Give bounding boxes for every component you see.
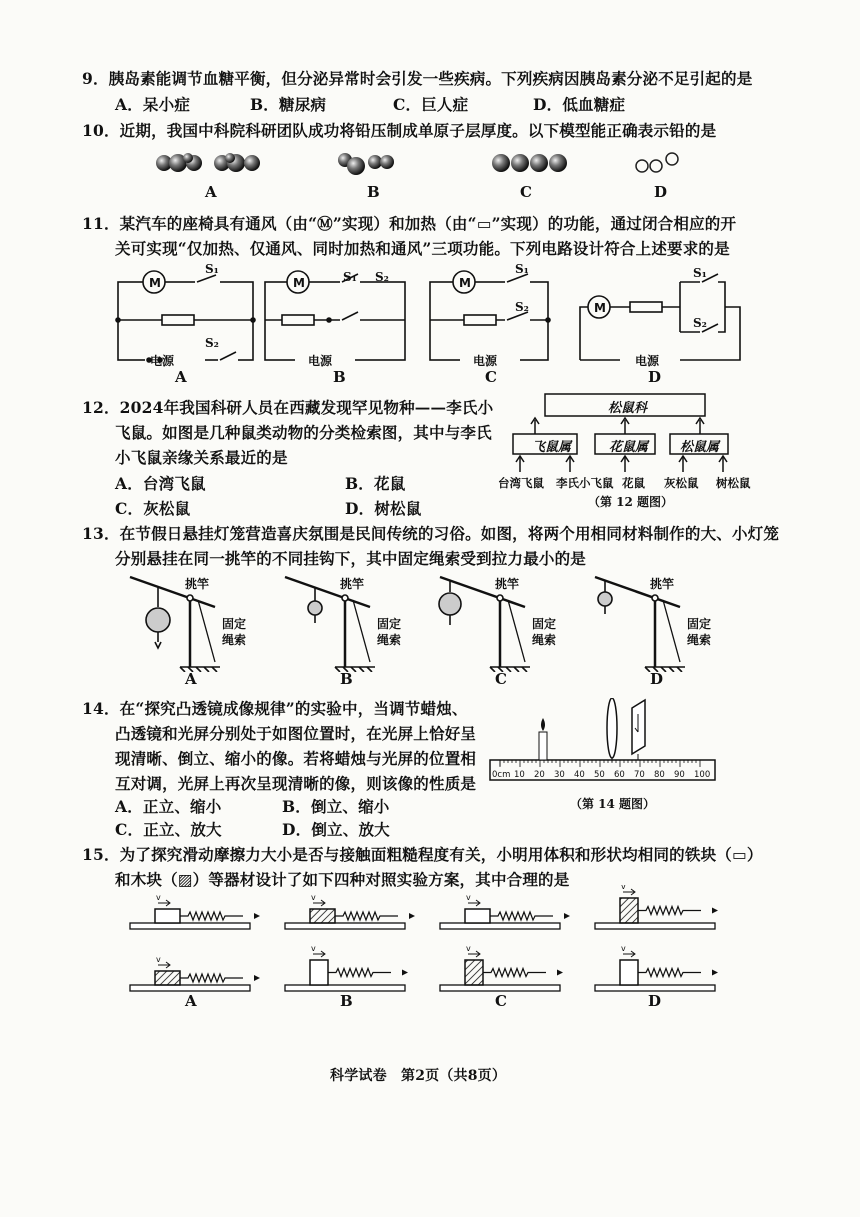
q14-option-d: D．倒立、放大 xyxy=(282,820,390,839)
q13-label-c: C xyxy=(495,670,507,688)
q12-genus-2: 花鼠属 xyxy=(609,440,649,455)
q11-label-c: C xyxy=(485,368,497,386)
q13-rope-label-c2: 绳索 xyxy=(532,633,557,647)
svg-text:v: v xyxy=(621,885,626,891)
q11-label-b: B xyxy=(333,368,346,386)
q11-s1-a: S₁ xyxy=(205,262,219,276)
svg-text:M: M xyxy=(149,276,161,290)
q11-s2-d: S₂ xyxy=(693,316,707,330)
q13-pole-label-a: 挑竿 xyxy=(185,577,210,591)
q12-species-2: 李氏小飞鼠 xyxy=(556,476,614,490)
q14-candle xyxy=(539,718,547,760)
q12-species-4: 灰松鼠 xyxy=(664,476,699,490)
q14-stem-3: 现清晰、倒立、缩小的像。若将蜡烛与光屏的位置相 xyxy=(115,749,477,768)
q11-s2-a: S₂ xyxy=(205,336,219,350)
q15-setup-d-1 xyxy=(595,885,718,929)
q14-caption: （第 14 题图） xyxy=(570,797,656,811)
q13-rope-label-a2: 绳索 xyxy=(222,633,247,647)
q9-option-b: B．糖尿病 xyxy=(250,95,327,114)
q13-rope-label-b1: 固定 xyxy=(377,617,402,631)
svg-text:M: M xyxy=(459,276,471,290)
q13-pole-label-b: 挑竿 xyxy=(340,577,365,591)
q12-family-label: 松鼠科 xyxy=(608,401,648,416)
q15-stem-1: 15．为了探究滑动摩擦力大小是否与接触面粗糙程度有关，小明用体积和形状均相同的铁块（▭） xyxy=(82,845,763,864)
q12-genus-3: 松鼠属 xyxy=(680,440,720,455)
q13-pole-label-d: 挑竿 xyxy=(650,577,675,591)
q11-s2-c: S₂ xyxy=(515,300,529,314)
q12-option-b: B．花鼠 xyxy=(345,474,406,493)
q10-model-d xyxy=(636,153,678,172)
ruler-tick-label: 50 xyxy=(594,770,605,780)
q11-stem-2: 关可实现“仅加热、仅通风、同时加热和通风”三项功能。下列电路设计符合上述要求的是 xyxy=(115,239,730,258)
q11-label-d: D xyxy=(648,368,662,386)
svg-text:v: v xyxy=(156,955,161,964)
q14-option-c: C．正立、放大 xyxy=(115,820,222,839)
q11-circuit-c xyxy=(430,271,550,360)
q12-stem-3: 小飞鼠亲缘关系最近的是 xyxy=(115,448,288,467)
q13-rope-label-d1: 固定 xyxy=(687,617,712,631)
q10-label-d: D xyxy=(654,183,668,201)
q12-species-1: 台湾飞鼠 xyxy=(498,476,544,490)
q12-genus-1: 飞鼠属 xyxy=(532,440,572,455)
q12-caption: （第 12 题图） xyxy=(588,495,674,509)
ruler-tick-label: 20 xyxy=(534,770,545,780)
q9-option-a: A．呆小症 xyxy=(115,95,191,114)
q15-label-d: D xyxy=(648,992,662,1010)
q14-ruler-ticks xyxy=(492,760,710,780)
q11-power-label-c: 电源 xyxy=(473,354,498,368)
q11-stem-1: 11．某汽车的座椅具有通风（由“Ⓜ”实现）和加热（由“▭”实现）的功能，通过闭合相应的开 xyxy=(82,214,737,233)
ruler-tick-label: 0cm xyxy=(492,770,511,780)
q13-label-d: D xyxy=(650,670,664,688)
q10-atom-models xyxy=(150,148,710,208)
q12-option-d: D．树松鼠 xyxy=(345,499,422,518)
ruler-tick-label: 40 xyxy=(574,770,585,780)
q10-model-c xyxy=(492,154,567,172)
q15-setup-d-2 xyxy=(595,944,718,991)
q11-power-label-d: 电源 xyxy=(635,354,660,368)
q11-circuit-d xyxy=(580,274,740,360)
q10-stem: 10．近期，我国中科院科研团队成功将铅压制成单原子层厚度。以下模型能正确表示铅的是 xyxy=(82,121,717,140)
page-footer: 科学试卷 第2页（共8页） xyxy=(330,1068,507,1084)
svg-text:v: v xyxy=(311,893,316,902)
q12-stem-2: 飞鼠。如图是几种鼠类动物的分类检索图，其中与李氏 xyxy=(115,423,492,442)
q11-power-label-b: 电源 xyxy=(308,354,333,368)
q11-s1-d: S₁ xyxy=(693,266,707,280)
q15-setups xyxy=(130,885,718,991)
q13-stem-2: 分别悬挂在同一挑竿的不同挂钩下，其中固定绳索受到拉力最小的是 xyxy=(115,549,587,568)
q15-label-b: B xyxy=(340,992,353,1010)
q11-s2-b: S₂ xyxy=(375,270,389,284)
svg-text:v: v xyxy=(466,944,471,953)
q15-stem-2: 和木块（▨）等器材设计了如下四种对照实验方案，其中合理的是 xyxy=(115,870,570,889)
q14-screen xyxy=(632,700,645,760)
q13-rope-label-d2: 绳索 xyxy=(687,633,712,647)
q15-friction-setups xyxy=(125,885,755,1005)
q15-label-a: A xyxy=(185,992,197,1010)
q13-rope-label-a1: 固定 xyxy=(222,617,247,631)
q14-optical-bench xyxy=(485,698,725,788)
q13-stem-1: 13．在节假日悬挂灯笼营造喜庆氛围是民间传统的习俗。如图，将两个用相同材料制作的大、小灯笼 xyxy=(82,524,780,543)
q15-setup-b-1 xyxy=(285,893,415,929)
q12-option-a: A．台湾飞鼠 xyxy=(115,474,206,493)
svg-text:v: v xyxy=(311,944,316,953)
svg-text:M: M xyxy=(293,276,305,290)
ruler-tick-label: 80 xyxy=(654,770,665,780)
ruler-tick-label: 10 xyxy=(514,770,525,780)
svg-text:v: v xyxy=(466,893,471,902)
q14-stem-4: 互对调，光屏上再次呈现清晰的像，则该像的性质是 xyxy=(115,774,477,793)
q13-rope-label-b2: 绳索 xyxy=(377,633,402,647)
q10-model-a xyxy=(156,153,260,172)
ruler-tick-label: 90 xyxy=(674,770,685,780)
q14-lens xyxy=(607,698,617,762)
q11-circuit-b xyxy=(265,271,405,360)
ruler-tick-label: 100 xyxy=(694,770,711,780)
q13-pole-label-c: 挑竿 xyxy=(495,577,520,591)
svg-text:v: v xyxy=(621,944,626,953)
q14-stem-1: 14．在“探究凸透镜成像规律”的实验中，当调节蜡烛、 xyxy=(82,699,468,718)
q13-lantern-diagrams xyxy=(120,562,740,672)
q10-label-a: A xyxy=(205,183,217,201)
q9-stem: 9．胰岛素能调节血糖平衡，但分泌异常时会引发一些疾病。下列疾病因胰岛素分泌不足引起的是 xyxy=(82,69,753,88)
q12-option-c: C．灰松鼠 xyxy=(115,499,191,518)
q15-label-c: C xyxy=(495,992,507,1010)
q15-setup-c-1 xyxy=(440,893,570,929)
q11-s1-b: S₁ xyxy=(343,270,357,284)
q13-label-b: B xyxy=(340,670,353,688)
q15-setup-c-2 xyxy=(440,944,563,991)
q9-option-d: D．低血糖症 xyxy=(533,95,626,114)
q13-label-a: A xyxy=(185,670,197,688)
q10-model-b xyxy=(338,153,394,175)
q11-circuit-a xyxy=(116,271,255,362)
ruler-tick-label: 70 xyxy=(634,770,645,780)
q9-option-c: C．巨人症 xyxy=(393,95,469,114)
q12-stem-1: 12．2024年我国科研人员在西藏发现罕见物种——李氏小 xyxy=(82,398,494,417)
q15-setup-b-2 xyxy=(285,944,408,991)
ruler-tick-label: 60 xyxy=(614,770,625,780)
q15-setup-a-2 xyxy=(130,955,260,991)
q14-option-a: A．正立、缩小 xyxy=(115,797,222,816)
q14-stem-2: 凸透镜和光屏分别处于如图位置时，在光屏上恰好呈 xyxy=(115,724,477,743)
svg-text:M: M xyxy=(594,301,606,315)
q11-label-a: A xyxy=(175,368,187,386)
q10-label-b: B xyxy=(367,183,380,201)
q13-rope-label-c1: 固定 xyxy=(532,617,557,631)
q12-species-3: 花鼠 xyxy=(622,476,645,490)
q11-power-label-a: 电源 xyxy=(150,354,175,368)
ruler-tick-label: 30 xyxy=(554,770,565,780)
q14-option-b: B．倒立、缩小 xyxy=(282,797,390,816)
q15-setup-a-1 xyxy=(130,893,260,929)
q10-label-c: C xyxy=(520,183,532,201)
q12-species-5: 树松鼠 xyxy=(716,476,751,490)
q11-s1-c: S₁ xyxy=(515,262,529,276)
svg-text:v: v xyxy=(156,893,161,902)
